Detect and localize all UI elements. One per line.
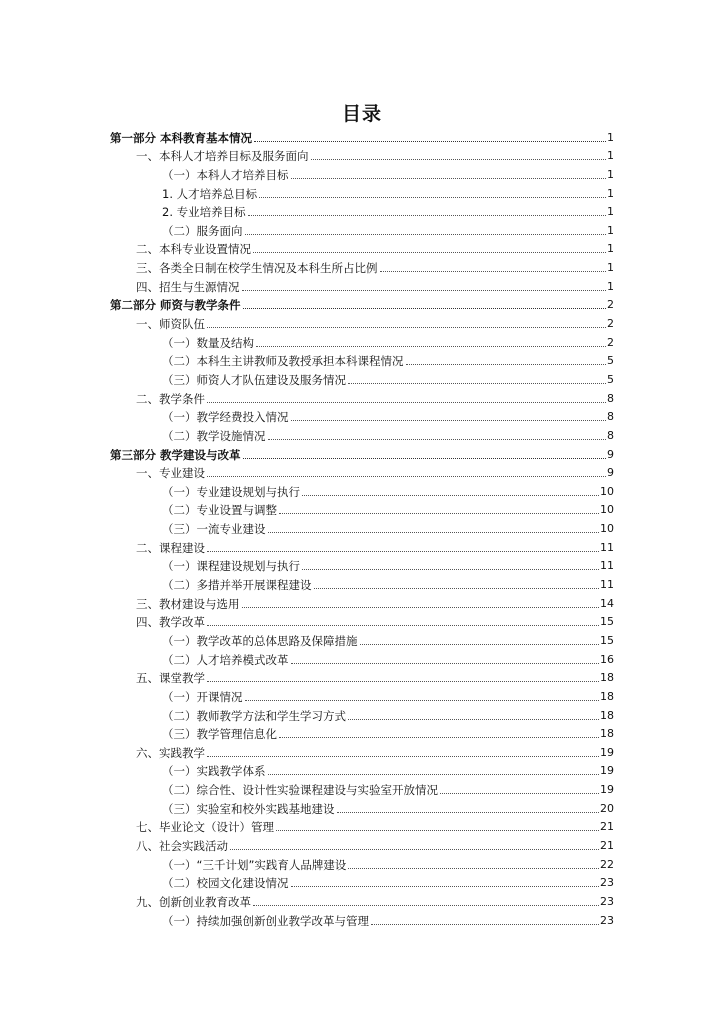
toc-entry[interactable] [110,294,614,313]
toc-page-number: 10 [600,522,614,536]
toc-dot-leader [268,439,607,440]
toc-entry-text: （一）课程建设规划与执行 [162,559,300,574]
toc-entry-text: 九、创新创业教育改革 [136,894,251,909]
toc-dot-leader [371,924,599,925]
toc-entry-text: 一、专业建设 [136,466,205,481]
toc-entry[interactable] [110,778,614,797]
toc-page-number: 11 [600,540,614,554]
toc-page-number: 18 [600,671,614,685]
toc-dot-leader [348,719,599,720]
toc-entry[interactable] [110,424,614,443]
toc-dot-leader [245,234,607,235]
toc-dot-leader [291,886,600,887]
toc-page-number: 11 [600,559,614,573]
toc-entry[interactable] [110,406,614,425]
toc-entry-text: （一）教学改革的总体思路及保障措施 [162,633,358,648]
toc-entry[interactable] [110,331,614,350]
toc-entry[interactable] [110,126,614,145]
toc-entry-text: 第一部分 本科教育基本情况 [110,130,253,145]
toc-page-number: 18 [600,708,614,722]
toc-entry-text: （一）持续加强创新创业教学改革与管理 [162,913,369,928]
toc-entry[interactable] [110,163,614,182]
toc-entry-text: （二）教学设施情况 [162,428,266,443]
toc-page-number: 5 [607,354,614,368]
toc-entry[interactable] [110,368,614,387]
toc-page-number: 2 [607,298,614,312]
toc-entry-text: （二）专业设置与调整 [162,503,277,518]
toc-page-number: 1 [607,279,614,293]
toc-dot-leader [291,420,607,421]
toc-dot-leader [268,532,600,533]
toc-entry-text: （三）实验室和校外实践基地建设 [162,801,335,816]
toc-page-number: 10 [600,484,614,498]
toc-dot-leader [337,812,600,813]
toc-entry-text: （二）服务面向 [162,223,243,238]
toc-dot-leader [380,271,607,272]
toc-page-number: 23 [600,894,614,908]
toc-entry-text: （二）本科生主讲教师及教授承担本科课程情况 [162,354,404,369]
toc-list [110,126,614,928]
toc-dot-leader [302,569,599,570]
toc-page-number: 21 [600,838,614,852]
toc-dot-leader [207,551,599,552]
toc-dot-leader [254,141,606,142]
toc-entry[interactable] [110,219,614,238]
toc-entry-text: 三、教材建设与选用 [136,596,240,611]
toc-dot-leader [259,197,606,198]
toc-page-number: 1 [607,242,614,256]
toc-page-number: 9 [607,466,614,480]
toc-entry[interactable] [110,816,614,835]
toc-dot-leader [291,178,607,179]
toc-dot-leader [268,774,600,775]
toc-entry-text: 七、毕业论文（设计）管理 [136,820,274,835]
toc-dot-leader [207,681,599,682]
toc-entry[interactable] [110,256,614,275]
toc-page-number: 11 [600,578,614,592]
toc-dot-leader [207,327,606,328]
toc-page-number: 10 [600,503,614,517]
toc-dot-leader [207,402,606,403]
toc-entry[interactable] [110,592,614,611]
toc-dot-leader [243,308,606,309]
toc-page-number: 18 [600,727,614,741]
toc-entry[interactable] [110,201,614,220]
toc-dot-leader [314,588,600,589]
toc-entry-text: （一）实践教学体系 [162,764,266,779]
toc-title: 目录 [341,103,382,125]
toc-entry-text: 2. 专业培养目标 [162,205,246,220]
toc-entry[interactable] [110,182,614,201]
toc-entry-text: 二、课程建设 [136,540,205,555]
toc-page-number: 1 [607,205,614,219]
toc-entry[interactable] [110,517,614,536]
toc-entry[interactable] [110,462,614,481]
toc-entry[interactable] [110,480,614,499]
toc-entry[interactable] [110,387,614,406]
toc-dot-leader [406,364,607,365]
toc-entry-text: （一）开课情况 [162,689,243,704]
toc-entry[interactable] [110,499,614,518]
toc-page-number: 8 [607,428,614,442]
toc-entry-text: 三、各类全日制在校学生情况及本科生所占比例 [136,261,378,276]
toc-entry[interactable] [110,741,614,760]
toc-page-number: 1 [607,149,614,163]
toc-dot-leader [311,159,607,160]
toc-entry-text: 八、社会实践活动 [136,838,228,853]
toc-page-number: 1 [607,130,614,144]
toc-dot-leader [279,737,599,738]
toc-entry-text: （三）师资人才队伍建设及服务情况 [162,372,346,387]
toc-page-number: 8 [607,410,614,424]
toc-dot-leader [230,849,599,850]
toc-dot-leader [348,868,599,869]
toc-entry[interactable] [110,238,614,257]
toc-dot-leader [253,905,599,906]
toc-dot-leader [242,607,600,608]
toc-entry-text: 四、招生与生源情况 [136,279,240,294]
toc-dot-leader [207,625,599,626]
toc-entry-text: （二）人才培养模式改革 [162,652,289,667]
toc-entry[interactable] [110,872,614,891]
toc-dot-leader [248,215,606,216]
toc-dot-leader [207,476,606,477]
toc-dot-leader [242,290,607,291]
toc-page-number: 5 [607,372,614,386]
toc-dot-leader [207,756,599,757]
toc-entry[interactable] [110,312,614,331]
toc-dot-leader [348,383,606,384]
toc-page-number: 18 [600,689,614,703]
toc-dot-leader [276,830,599,831]
toc-entry-text: （二）多措并举开展课程建设 [162,578,312,593]
toc-entry[interactable] [110,648,614,667]
toc-entry[interactable] [110,685,614,704]
toc-dot-leader [253,252,606,253]
toc-page-number: 22 [600,857,614,871]
toc-page-number: 15 [600,615,614,629]
toc-entry[interactable] [110,704,614,723]
toc-page-number: 19 [600,783,614,797]
toc-entry[interactable] [110,536,614,555]
toc-page-number: 1 [607,186,614,200]
toc-entry[interactable] [110,275,614,294]
toc-dot-leader [440,793,599,794]
toc-entry-text: 一、本科人才培养目标及服务面向 [136,149,309,164]
toc-entry[interactable] [110,797,614,816]
toc-page-number: 8 [607,391,614,405]
toc-entry-text: 四、教学改革 [136,615,205,630]
toc-entry-text: 第三部分 教学建设与改革 [110,447,241,462]
toc-dot-leader [360,644,600,645]
toc-entry[interactable] [110,555,614,574]
toc-page-number: 20 [600,801,614,815]
toc-entry[interactable] [110,145,614,164]
toc-entry-text: 第二部分 师资与教学条件 [110,298,241,313]
toc-entry-text: 五、课堂教学 [136,671,205,686]
toc-page-number: 1 [607,167,614,181]
toc-dot-leader [291,663,600,664]
toc-entry[interactable] [110,611,614,630]
toc-page-number: 1 [607,223,614,237]
toc-entry[interactable] [110,834,614,853]
toc-entry-text: 六、实践教学 [136,745,205,760]
toc-entry[interactable] [110,890,614,909]
toc-entry-text: （一）数量及结构 [162,335,254,350]
toc-entry-text: （一）本科人才培养目标 [162,167,289,182]
toc-entry[interactable] [110,667,614,686]
toc-entry[interactable] [110,853,614,872]
toc-page-number: 21 [600,820,614,834]
toc-entry[interactable] [110,723,614,742]
toc-entry[interactable] [110,909,614,928]
toc-entry-text: （二）综合性、设计性实验课程建设与实验室开放情况 [162,783,438,798]
toc-dot-leader [245,700,600,701]
toc-entry[interactable] [110,350,614,369]
toc-page-number: 14 [600,596,614,610]
toc-page-number: 16 [600,652,614,666]
toc-entry-text: 1. 人才培养总目标 [162,186,258,201]
toc-page-number: 15 [600,633,614,647]
toc-entry-text: （三）一流专业建设 [162,522,266,537]
toc-page-number: 23 [600,876,614,890]
toc-entry[interactable] [110,573,614,592]
toc-entry[interactable] [110,629,614,648]
toc-entry-text: （一）专业建设规划与执行 [162,484,300,499]
toc-page-number: 2 [607,335,614,349]
toc-page-number: 1 [607,261,614,275]
toc-entry-text: （二）教师教学方法和学生学习方式 [162,708,346,723]
toc-entry-text: 二、本科专业设置情况 [136,242,251,257]
toc-entry-text: 二、教学条件 [136,391,205,406]
toc-entry-text: 一、师资队伍 [136,317,205,332]
toc-page-number: 9 [607,447,614,461]
toc-page-number: 19 [600,764,614,778]
toc-page-number: 23 [600,913,614,927]
toc-entry-text: （二）校园文化建设情况 [162,876,289,891]
toc-dot-leader [279,513,599,514]
toc-dot-leader [256,346,606,347]
toc-entry-text: （三）教学管理信息化 [162,727,277,742]
toc-dot-leader [302,495,599,496]
toc-entry[interactable] [110,760,614,779]
toc-entry-text: （一）教学经费投入情况 [162,410,289,425]
toc-entry[interactable] [110,443,614,462]
toc-page-number: 2 [607,317,614,331]
toc-dot-leader [243,458,606,459]
toc-page-number: 19 [600,745,614,759]
toc-entry-text: （一）“三千计划”实践育人品牌建设 [162,857,347,872]
